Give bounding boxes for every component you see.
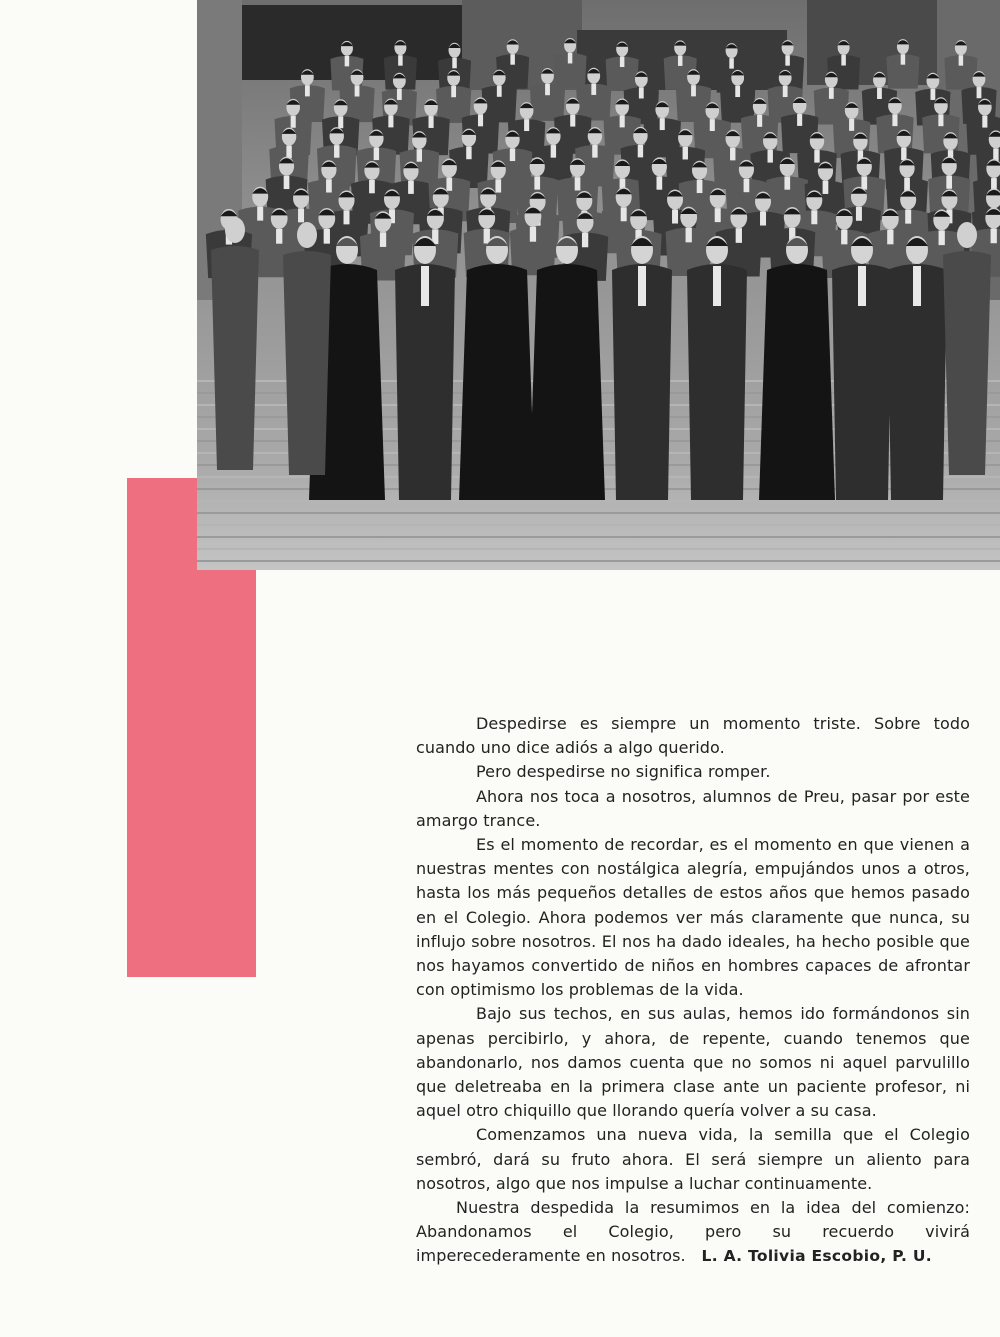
group-photo-drawing: [197, 0, 1000, 570]
paragraph-6: Comenzamos una nueva vida, la semilla que el Colegio sembró, dará su fruto ahora. El será siempre un aliento para nosotros, algo que nos impulse a luchar continuamente.: [416, 1125, 970, 1193]
paragraph-2: Pero despedirse no significa romper.: [476, 762, 771, 782]
group-photo-image: [197, 0, 1000, 570]
paragraph-3: Ahora nos toca a nosotros, alumnos de Preu, pasar por este amargo trance.: [416, 786, 970, 830]
farewell-article: [416, 712, 970, 1269]
paragraph-7: Nuestra despedida la resumimos en la idea del comienzo: Abandonamos el Colegio, pero su recuerdo vivirá imperecederamente en nosotros.: [416, 1198, 970, 1266]
paragraph-5: Bajo sus techos, en sus aulas, hemos ido formándonos sin apenas percibirlo, y ahora, de repente, cuando tenemos que abandonarlo, nos damos cuenta que no somos ni aquel parvulillo que deletreaba en la primera clase ante un paciente profesor, ni aquel otro chiquillo que llorando quería volver a su casa.: [416, 1004, 970, 1121]
paragraph-4: Es el momento de recordar, es el momento en que vienen a nuestras mentes con nostálgica alegría, empujándos unos a otros, hasta los más pequeños detalles de estos años que hemos pasado en el Colegio. Ahora podemos ver más claramente que nunca, su influjo sobre nosotros. El nos ha dado ideales, ha hecho posible que nos hayamos convertido de niños en hombres capaces de afrontar con optimismo los problemas de la vida.: [416, 835, 970, 1000]
author-signature: L. A. Tolivia Escobio, P. U.: [701, 1247, 932, 1265]
paragraph-1: Despedirse es siempre un momento triste. Sobre todo cuando uno dice adiós a algo querido.: [416, 714, 970, 758]
